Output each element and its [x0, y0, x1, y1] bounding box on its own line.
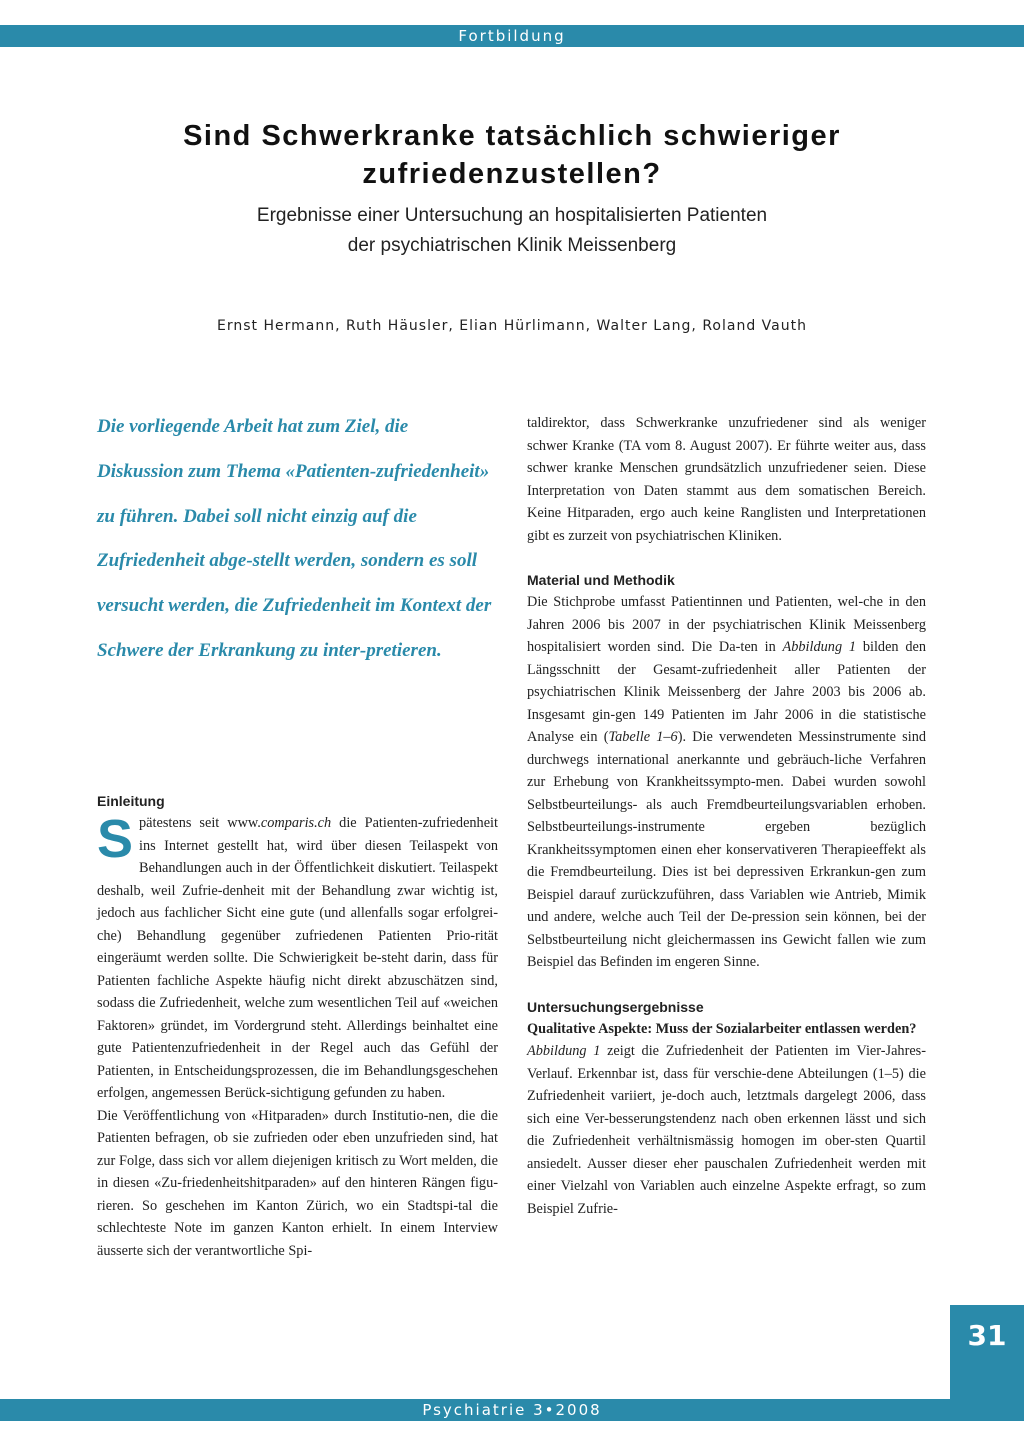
comparis-link[interactable]: comparis.ch — [260, 815, 332, 831]
footer-bar — [0, 1399, 1024, 1421]
results-subheading: Qualitative Aspekte: Muss der Sozialarbeiter entlassen werden? — [527, 1020, 917, 1037]
journal-label: Psychiatrie 3•2008 — [422, 1401, 602, 1419]
article-title: Sind Schwerkranke tatsächlich schwieriger zufriedenzustellen? — [183, 120, 841, 190]
intro-heading: Einleitung — [97, 793, 165, 809]
methods-paragraph: Die Stichprobe umfasst Patientinnen und Patienten, wel-che in den Jahren 2006 bis 2007 in der psychiatrischen Klinik Meissenberg hospitalisiert worden sind. Die Da-ten in Abbildung 1 bilden den Längsschnitt der Gesamt-zufriedenheit aller Patienten der psychiatrischen Klinik Meissenberg der Jahre 2003 bis 2006 ab. Insgesamt gin-gen 149 Patienten im Jahr 2006 in die statistische Analyse ein (Tabelle 1–6). Die verwendeten Messinstrumente sind durchwegs international anerkannte und gebräuch-liche Verfahren zur Erhebung von Krankheitssympto-men. Dabei wurden sowohl Selbstbeurteilungs- als auch Fremdbeurteilungsvariablen erhoben. Selbstbeurteilungs-instrumente ergeben bezüglich Krankheitssymptomen einen eher konservativeren Therapieeffekt als die Fremdbeurteilung. Dies ist bei depressiven Erkrankun-gen zum Beispiel darauf zurückzuführen, dass Variablen wie Antrieb, Mimik und andere, welche auch Teil der De-pression sein können, bei der Selbstbeurteilung nicht gleichermassen ins Gewicht fallen wie zum Beispiel das Befinden im engeren Sinne. — [527, 594, 927, 970]
table-reference: Tabelle 1–6 — [608, 729, 678, 745]
section-header-bar — [0, 25, 1024, 47]
abstract: Die vorliegende Arbeit hat zum Ziel, die Diskussion zum Thema «Patienten-zufriedenheit» zu führen. Dabei soll nicht einzig auf die Zufriedenheit abge-stellt werden, sondern es soll versucht werden, die Zufriedenheit im Kontext der Schwere der Erkrankung zu inter-pretieren. — [97, 416, 492, 661]
intro-paragraph-2: Die Veröffentlichung von «Hitparaden» durch Institutio-nen, die die Patienten befragen, ob sie zufrieden oder eben unzufrieden sind, hat zur Folge, dass sich vor allem diejenigen kritisch zu Wort melden, die in diesen «Zu-friedenheitshitparaden» auf den hinteren Rängen figu-rieren. So geschehen im Kanton Zürich, wo ein Stadtspi-tal die schlechteste Note im ganzen Kanton erhielt. In einem Interview äusserte sich der verantwortliche Spi- — [97, 1107, 498, 1259]
subtitle-line-2: der psychiatrischen Klinik Meissenberg — [347, 235, 677, 256]
results-heading: Untersuchungsergebnisse — [527, 998, 704, 1015]
author-list: Ernst Hermann, Ruth Häusler, Elian Hürlimann, Walter Lang, Roland Vauth — [217, 318, 807, 334]
intro-paragraph-1: Spätestens seit www.comparis.ch die Patienten-zufriedenheit ins Internet gestellt hat, wird über diesen Teilaspekt von Behandlungen auch in der Öffentlichkeit diskutiert. Teilaspekt deshalb, weil Zufrie-denheit mit der Behandlung zwar wichtig ist, jedoch aus fachlicher Sicht eine gute (und allenfalls sogar erfolgrei-che) Behandlung gegenüber zufriedenen Patienten Prio-rität eingeräumt werden sollte. Die Schwierigkeit be-steht darin, dass für Patienten fachliche Aspekte häufig nicht direkt abzuschätzen sind, sodass die Zufriedenheit, welche zum wesentlichen Teil auf «weichen Faktoren» gründet, im Vordergrund steht. Allerdings beinhaltet eine gute Patientenzufriedenheit in der Regel auch das Gefühl der Patienten, in Entscheidungsprozessen, die im Behandlungsgeschehen erfolgen, angemessen Berück-sichtigung gefunden zu haben. — [97, 809, 498, 1101]
results-paragraph: Abbildung 1 zeigt die Zufriedenheit der Patienten im Vier-Jahres-Verlauf. Erkennbar ist, dass für verschie-dene Abteilungen (1–5) die Zufriedenheit variiert, je-doch auch, letztmals dargelegt 2006, dass sich eine Ver-besserungstendenz nach oben erkennen lässt und sich die Zufriedenheit verhältnismässig homogen im ober-sten Quartil ansiedelt. Ausser dieser eher pauschalen Zufriedenheit werden mit einer Vielzahl von Variablen auch einzelne Aspekte erfragt, so zum Beispiel Zufrie- — [527, 1043, 927, 1217]
figure-reference: Abbildung 1 — [782, 639, 857, 655]
section-label: Fortbildung — [458, 27, 566, 45]
left-column — [97, 790, 498, 1262]
methods-heading: Material und Methodik — [527, 572, 675, 588]
right-column — [527, 412, 926, 1220]
drop-cap: S — [97, 809, 134, 869]
page-number-box — [950, 1305, 1024, 1399]
right-paragraph-1: taldirektor, dass Schwerkranke unzufriedener sind als weniger schwer Kranke (TA vom 8. August 2007). Er führte weiter aus, dass schwer kranke Menschen grundsätzlich unzufriedener seien. Diese Interpretation von Daten stammt aus dem somatischen Bereich. Keine Hitparaden, ergo auch keine Ranglisten und Interpretationen gibt es zurzeit von psychiatrischen Kliniken. — [527, 415, 926, 544]
subtitle-line-1: Ergebnisse einer Untersuchung an hospitalisierten Patienten — [256, 205, 768, 226]
page-number: 31 — [967, 1319, 1007, 1352]
article-subtitle — [140, 201, 884, 261]
figure-reference: Abbildung 1 — [527, 1043, 601, 1059]
